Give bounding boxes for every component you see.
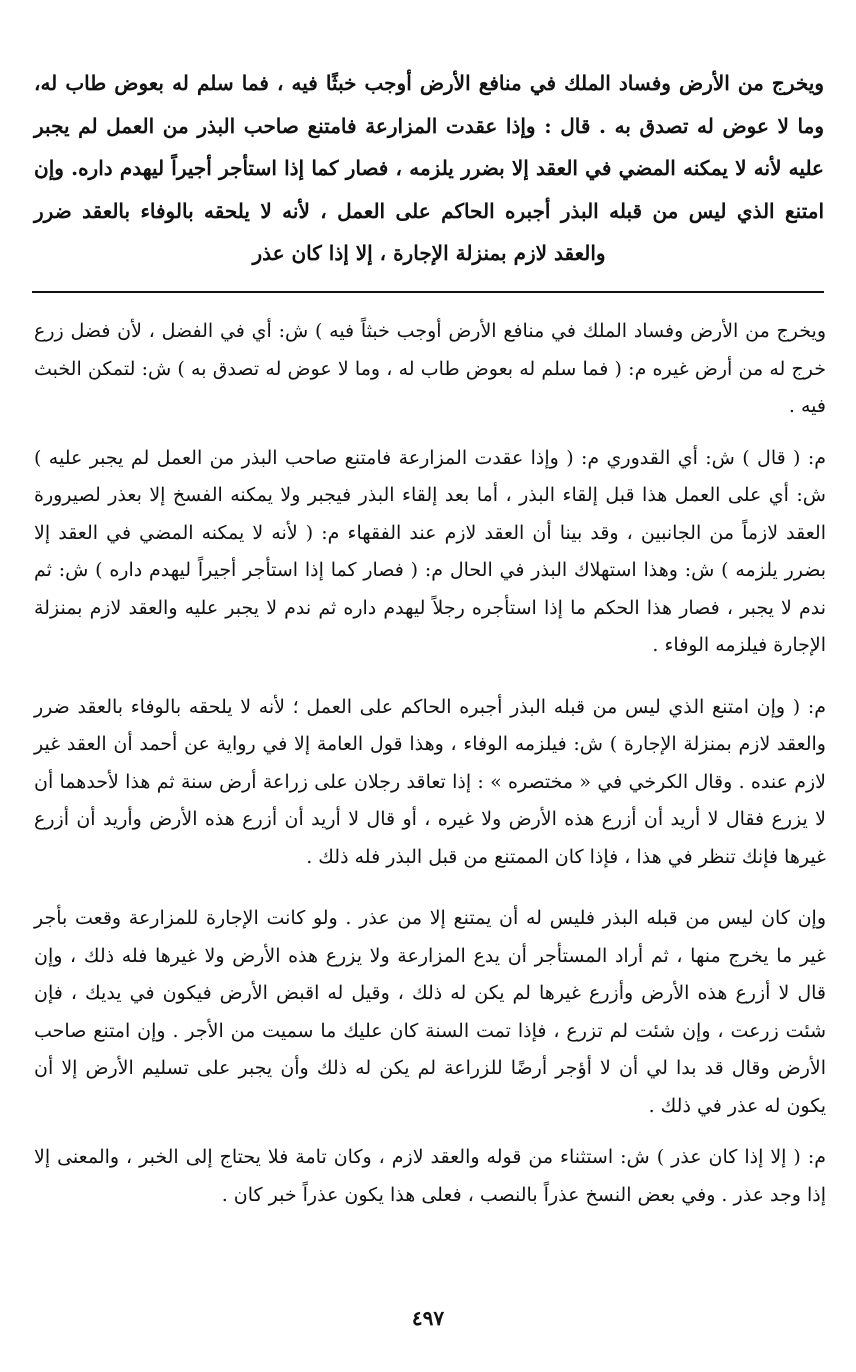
divider-line bbox=[32, 291, 824, 293]
main-text: ويخرج من الأرض وفساد الملك في منافع الأرض أوجب خبثًا فيه ، فما سلم له بعوض طاب له، وما لا عوض له تصدق به . قال : وإذا عقدت المزارعة فامتنع صاحب البذر من العمل لم يجبر عليه لأنه لا يمكنه المضي في العقد إلا بضرر يلزمه ، فصار كما إذا استأجر أجيراً ليهدم داره. وإن امتنع الذي ليس من قبله البذر أجبره الحاكم على العمل ، لأنه لا يلحقه بالوفاء بالعقد ضرر والعقد لازم بمنزلة الإجارة ، إلا إذا كان عذر bbox=[34, 71, 824, 265]
commentary-paragraph: م: ( وإن امتنع الذي ليس من قبله البذر أجبره الحاكم على العمل ؛ لأنه لا يلحقه بالوفاء بالعقد ضرر والعقد لازم بمنزلة الإجارة ) ش: فيلزمه الوفاء ، وهذا قول العامة إلا في رواية عن أحمد أن العقد غير لازم عنده . وقال الكرخي في « مختصره » : إذا تعاقد رجلان على زراعة أرض سنة ثم هذا لأحدهما أن لا يزرع فقال لا أريد أن أزرع هذه الأرض ولا غيره ، أو قال لا أريد أن أزرع هذه الأرض وأريد أن أزرع غيرها فإنك تنظر في هذا ، فإذا كان الممتنع من قبل البذر فله ذلك . bbox=[34, 695, 826, 868]
commentary-paragraph: وإن كان ليس من قبله البذر فليس له أن يمتنع إلا من عذر . ولو كانت الإجارة للمزارعة وقعت بأجر غير ما يخرج منها ، ثم أراد المستأجر أن يدع المزارعة ولا يزرع هذه الأرض ولا غيرها فله ذلك ، وإن قال لا أزرع هذه الأرض وأزرع غيرها لم يكن له ذلك ، وقيل له اقبض الأرض فيكون في يديك ، فإن شئت زرعت ، وإن شئت لم تزرع ، فإذا تمت السنة كان عليك ما سميت من الأجر . وإن امتنع صاحب الأرض وقال قد بدا لي أن لا أؤجر أرضًا للزراعة لم يكن له ذلك وأن يجبر على تسليم الأرض إلا أن يكون له عذر في ذلك . bbox=[34, 907, 826, 1117]
commentary-paragraph: م: ( إلا إذا كان عذر ) ش: استثناء من قوله والعقد لازم ، وكان تامة فلا يحتاج إلى الخبر ، والمعنى إلا إذا وجد عذر . وفي بعض النسخ عذراً بالنصب ، فعلى هذا يكون عذراً خبر كان . bbox=[34, 1146, 826, 1206]
commentary bbox=[34, 313, 826, 1228]
commentary-paragraph: ويخرج من الأرض وفساد الملك في منافع الأرض أوجب خبثاً فيه ) ش: أي في الفضل ، لأن فضل زرع خرج له من أرض غيره م: ( فما سلم له بعوض طاب له ، وما لا عوض له تصدق به ) ش: لتمكن الخبث فيه . bbox=[34, 320, 826, 417]
page-number: ٤٩٧ bbox=[411, 1306, 445, 1330]
commentary-paragraph: م: ( قال ) ش: أي القدوري م: ( وإذا عقدت المزارعة فامتنع صاحب البذر من العمل لم يجبر عليه ) ش: أي على العمل هذا قبل إلقاء البذر ، أما بعد إلقاء البذر فيجبر ولا يمكنه الفسخ إلا بعذر لصيرورة العقد لازماً من الجانبين ، وقد بينا أن العقد لازم عند الفقهاء م: ( لأنه لا يمكنه المضي في العقد إلا بضرر يلزمه ) ش: وهذا استهلاك البذر في الحال م: ( فصار كما إذا استأجر أجيراً ليهدم داره ) ش: ثم ندم لا يجبر ، فصار هذا الحكم ما إذا استأجره رجلاً ليهدم داره ثم ندم لا يجبر عليه والعقد لازم بمنزلة الإجارة فيلزمه الوفاء . bbox=[34, 446, 826, 656]
